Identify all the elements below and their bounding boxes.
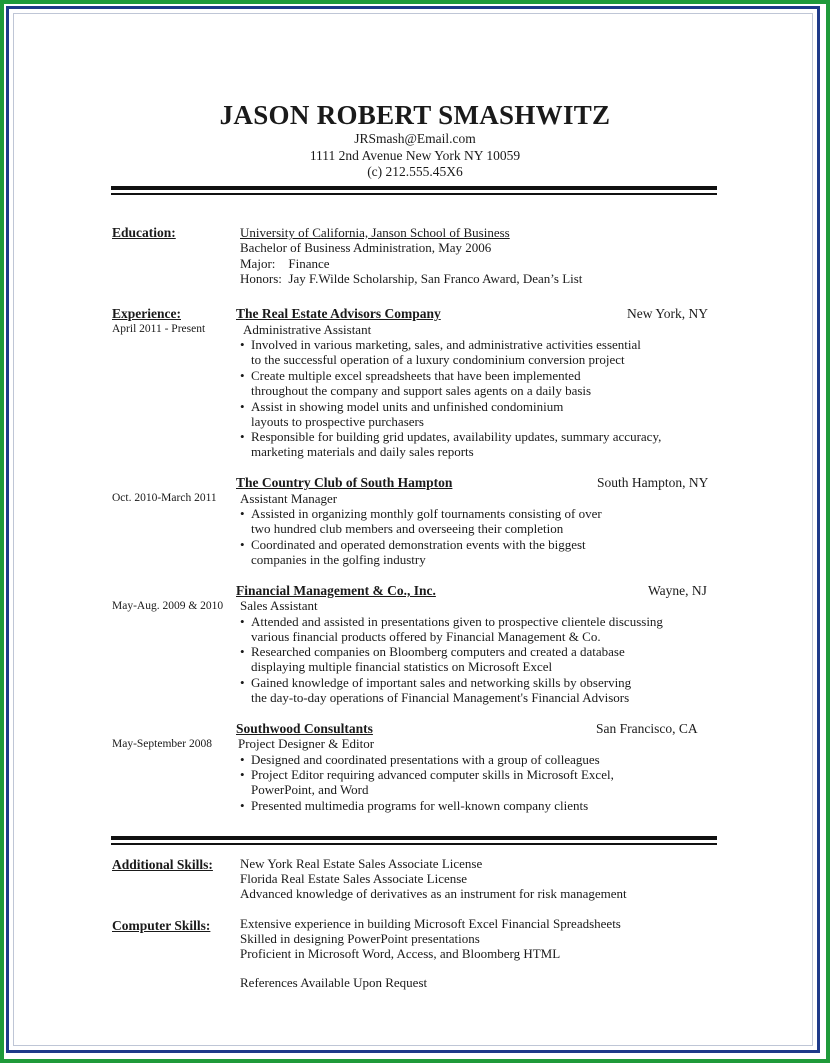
additional-skills-label: Additional Skills: <box>112 857 213 872</box>
additional-skill-item: Advanced knowledge of derivatives as an instrument for risk management <box>240 886 627 901</box>
job-title: Project Designer & Editor <box>238 736 375 751</box>
job-bullet: Designed and coordinated presentations with a group of colleagues <box>251 752 600 767</box>
job-bullet: Create multiple excel spreadsheets that have been implemented <box>251 368 581 383</box>
bullet-dot: • <box>240 644 245 659</box>
skills-divider-thick <box>111 836 717 840</box>
job-bullet: various financial products offered by Financial Management & Co. <box>251 629 601 644</box>
additional-skill-item: Florida Real Estate Sales Associate License <box>240 871 468 886</box>
job-title: Administrative Assistant <box>243 322 372 337</box>
job-location: San Francisco, CA <box>596 721 698 736</box>
bullet-dot: • <box>240 675 245 690</box>
candidate-name: JASON ROBERT SMASHWITZ <box>219 100 611 130</box>
job-dates: April 2011 - Present <box>112 323 206 335</box>
job-dates: Oct. 2010-March 2011 <box>112 492 217 504</box>
job-company: Financial Management & Co., Inc. <box>236 583 436 598</box>
job-bullet: Presented multimedia programs for well-known company clients <box>251 798 589 813</box>
job-bullet: Responsible for building grid updates, availability updates, summary accuracy, <box>251 429 662 444</box>
job-bullet: the day-to-day operations of Financial Management's Financial Advisors <box>251 690 630 705</box>
bullet-dot: • <box>240 537 245 552</box>
computer-skill-item: Skilled in designing PowerPoint presentations <box>240 931 480 946</box>
job-bullet: displaying multiple financial statistics on Microsoft Excel <box>251 659 553 674</box>
bullet-dot: • <box>240 798 245 813</box>
header-divider-thick <box>111 186 717 190</box>
bullet-dot: • <box>240 614 245 629</box>
bullet-dot: • <box>240 506 245 521</box>
job-location: Wayne, NJ <box>648 583 707 598</box>
job-bullet: to the successful operation of a luxury condominium conversion project <box>251 352 625 367</box>
job-title: Sales Assistant <box>240 598 318 613</box>
job-bullet: marketing materials and daily sales reports <box>251 444 474 459</box>
job-bullet: throughout the company and support sales agents on a daily basis <box>251 383 592 398</box>
job-company: The Country Club of South Hampton <box>236 475 453 490</box>
bullet-dot: • <box>240 429 245 444</box>
job-dates: May-Aug. 2009 & 2010 <box>112 600 224 612</box>
job-bullet: Project Editor requiring advanced computer skills in Microsoft Excel, <box>251 767 614 782</box>
education-degree: Bachelor of Business Administration, May 2006 <box>240 240 492 255</box>
job-bullet: Researched companies on Bloomberg computers and created a database <box>251 644 625 659</box>
contact-email: JRSmash@Email.com <box>354 131 476 146</box>
computer-skills-label: Computer Skills: <box>112 918 211 933</box>
experience-label: Experience: <box>112 306 181 321</box>
job-bullet: Coordinated and operated demonstration events with the biggest <box>251 537 586 552</box>
bullet-dot: • <box>240 337 245 352</box>
additional-skill-item: New York Real Estate Sales Associate License <box>240 856 483 871</box>
bullet-dot: • <box>240 767 245 782</box>
job-bullet: Attended and assisted in presentations given to prospective clientele discussing <box>251 614 663 629</box>
computer-skill-item: Proficient in Microsoft Word, Access, and Bloomberg HTML <box>240 946 561 961</box>
job-bullet: Gained knowledge of important sales and networking skills by observing <box>251 675 632 690</box>
job-bullet: Assist in showing model units and unfinished condominium <box>251 399 564 414</box>
contact-phone: (c) 212.555.45X6 <box>367 164 463 179</box>
job-bullet: PowerPoint, and Word <box>251 782 369 797</box>
bullet-dot: • <box>240 399 245 414</box>
header-divider-thin <box>111 193 717 195</box>
education-school: University of California, Janson School of Business <box>240 225 510 240</box>
job-bullet: companies in the golfing industry <box>251 552 426 567</box>
job-bullet: Involved in various marketing, sales, and administrative activities essential <box>251 337 641 352</box>
job-location: South Hampton, NY <box>597 475 709 490</box>
education-honors: Honors: Jay F.Wilde Scholarship, San Franco Award, Dean’s List <box>240 271 583 286</box>
job-title: Assistant Manager <box>240 491 338 506</box>
contact-address: 1111 2nd Avenue New York NY 10059 <box>309 148 521 163</box>
computer-skill-item: Extensive experience in building Microsoft Excel Financial Spreadsheets <box>240 916 621 931</box>
bullet-dot: • <box>240 752 245 767</box>
skills-divider-thin <box>111 843 717 845</box>
job-location: New York, NY <box>627 306 709 321</box>
job-company: The Real Estate Advisors Company <box>236 306 441 321</box>
job-dates: May-September 2008 <box>112 738 212 750</box>
bullet-dot: • <box>240 368 245 383</box>
job-company: Southwood Consultants <box>236 721 373 736</box>
job-bullet: layouts to prospective purchasers <box>251 414 424 429</box>
education-major: Major: Finance <box>240 256 330 271</box>
education-label: Education: <box>112 225 176 240</box>
job-bullet: two hundred club members and overseeing their completion <box>251 521 564 536</box>
job-bullet: Assisted in organizing monthly golf tournaments consisting of over <box>251 506 602 521</box>
references-note: References Available Upon Request <box>240 975 428 990</box>
